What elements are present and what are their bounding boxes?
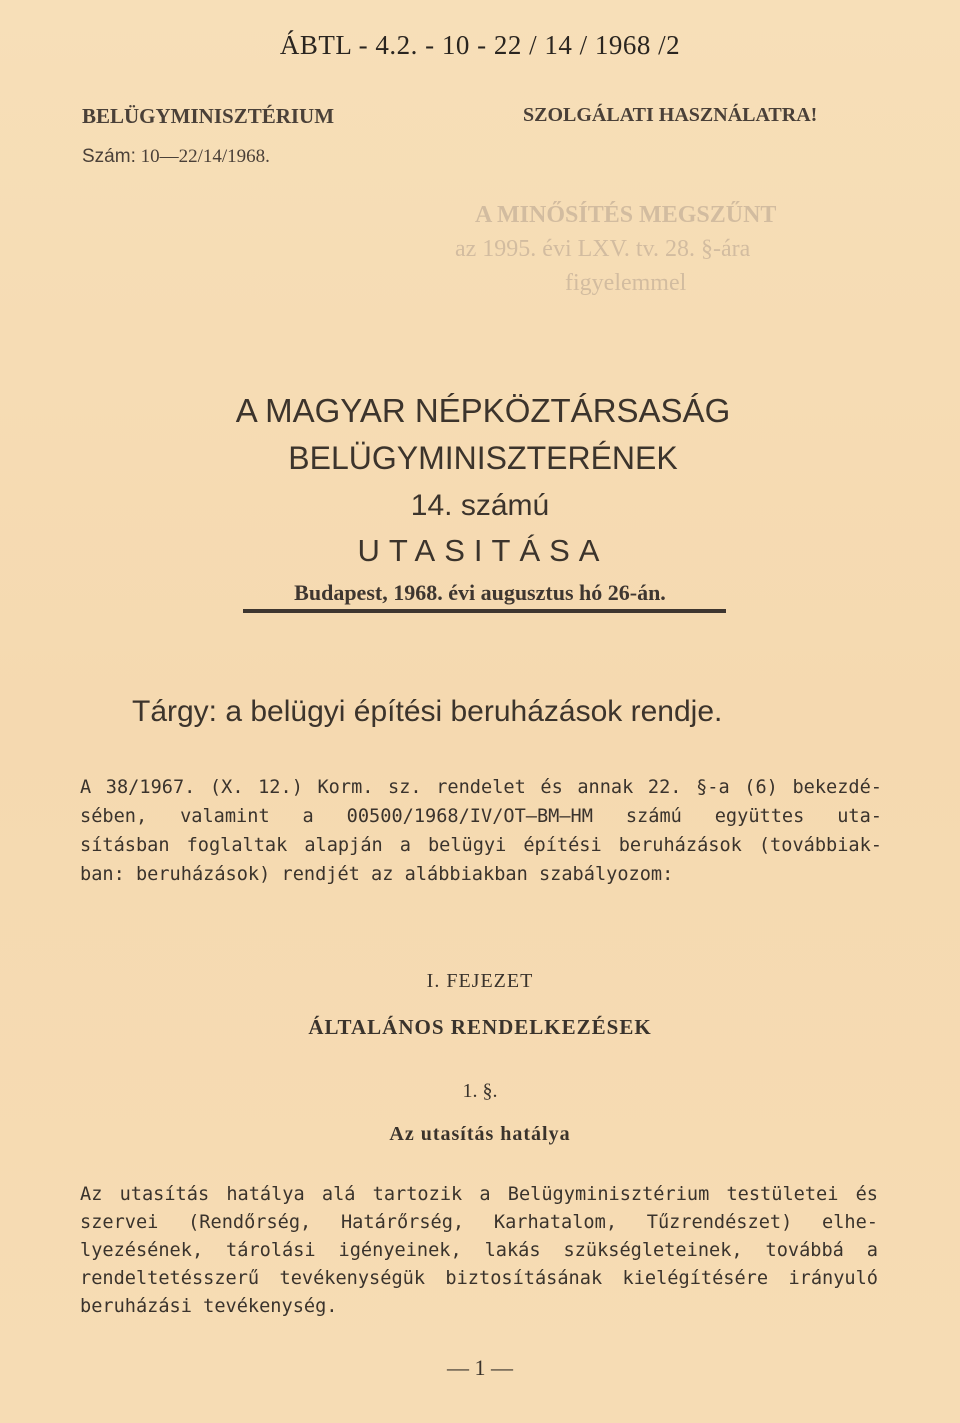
title-line-1: A MAGYAR NÉPKÖZTÁRSASÁG — [235, 392, 731, 429]
classification-label: SZOLGÁLATI HASZNÁLATRA! — [523, 104, 818, 126]
intro-line: ban: beruházások) rendjét az alábbiakban szabályozom: — [80, 864, 674, 885]
section-line: lyezésének, tárolási igényeinek, lakás szükségleteinek, továbbá a — [80, 1240, 878, 1261]
section-line: rendeltetésszerű tevékenységük biztosításának kielégítésére irányuló — [80, 1268, 878, 1289]
intro-paragraph — [80, 773, 882, 889]
stamp-line-1: A MINŐSÍTÉS MEGSZŰNT — [475, 202, 777, 228]
stamp-line-2: az 1995. évi LXV. tv. 28. §-ára — [455, 236, 751, 262]
section-line: beruházási tevékenység. — [80, 1296, 338, 1317]
section-paragraph — [80, 1181, 878, 1321]
archive-reference: ÁBTL - 4.2. - 10 - 22 / 14 / 1968 /2 — [279, 30, 681, 60]
title-line-3: 14. számú — [410, 489, 550, 522]
chapter-title: ÁLTALÁNOS RENDELKEZÉSEK — [308, 1015, 652, 1039]
stamp-line-3: figyelemmel — [565, 270, 687, 296]
ministry-name: BELÜGYMINISZTÉRIUM — [82, 104, 335, 128]
page-number: — 1 — — [447, 1355, 513, 1380]
title-line-4: UTASITÁSA — [357, 533, 609, 568]
intro-line: sításban foglaltak alapján a belügyi építési beruházások (továbbiak- — [80, 835, 882, 856]
section-line: Az utasítás hatálya alá tartozik a Belügyminisztérium testületei és — [80, 1184, 878, 1205]
issue-date: Budapest, 1968. évi augusztus hó 26-án. — [294, 580, 666, 605]
title-line-2: BELÜGYMINISZTERÉNEK — [288, 440, 678, 476]
declassification-stamp — [455, 198, 835, 300]
section-number: 1. §. — [462, 1080, 498, 1102]
subject-line: Tárgy: a belügyi építési beruházások rendje. — [132, 695, 723, 728]
section-title: Az utasítás hatálya — [389, 1123, 571, 1145]
title-underline — [243, 609, 726, 613]
chapter-number: I. FEJEZET — [426, 970, 534, 992]
section-line: szervei (Rendőrség, Határőrség, Karhatalom, Tűzrendészet) elhe- — [80, 1212, 878, 1233]
intro-line: A 38/1967. (X. 12.) Korm. sz. rendelet és annak 22. §-a (6) bekezdé- — [80, 777, 882, 798]
intro-line: sében, valamint a 00500/1968/IV/OT—BM—HM számú együttes uta- — [80, 806, 882, 827]
document-number-label: Szám: — [82, 146, 136, 167]
document-number — [82, 146, 270, 168]
document-number-value: 10—22/14/1968. — [140, 146, 270, 167]
